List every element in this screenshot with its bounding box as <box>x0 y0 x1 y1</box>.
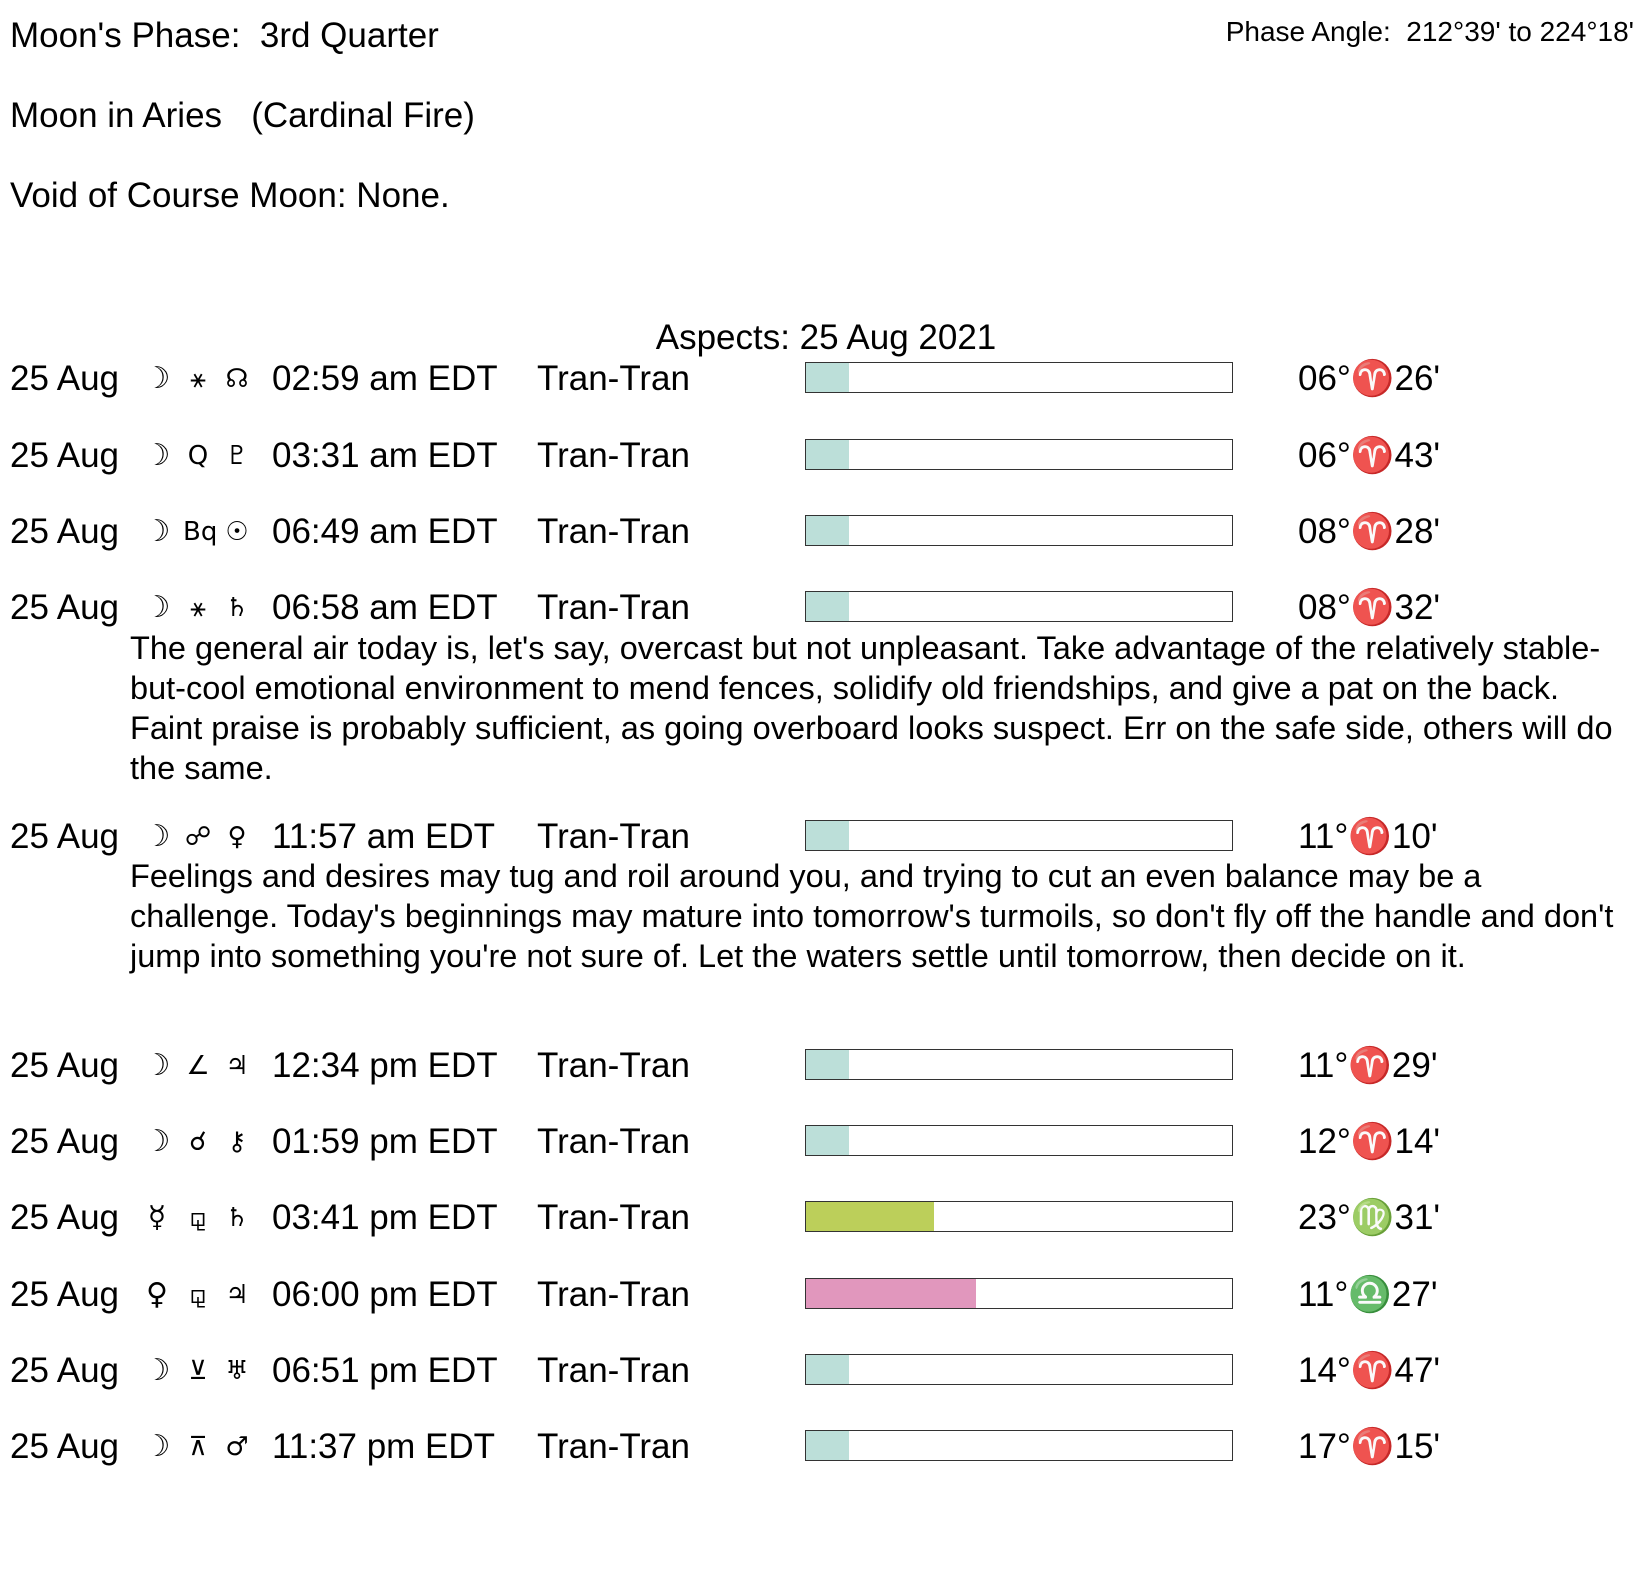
sesquiquadrate-icon: ⚼ <box>189 1203 207 1233</box>
aspect-time: 03:31 am EDT <box>272 436 498 475</box>
moon-icon: ☽ <box>143 1124 171 1159</box>
aspect-kind: Tran-Tran <box>537 1351 690 1390</box>
aspect-time: 01:59 pm EDT <box>272 1122 498 1161</box>
conjunction-icon: ☌ <box>189 1127 207 1157</box>
strength-bar <box>805 515 1233 546</box>
strength-bar-fill <box>806 1202 934 1231</box>
aspect-date: 25 Aug <box>10 359 119 398</box>
strength-bar <box>805 1125 1233 1156</box>
saturn-icon: ♄ <box>225 593 249 623</box>
strength-bar-fill <box>806 1050 849 1079</box>
void-of-course-label: Void of Course Moon: None. <box>10 176 450 215</box>
strength-bar <box>805 1430 1233 1461</box>
aspect-kind: Tran-Tran <box>537 1198 690 1237</box>
strength-bar-fill <box>806 1126 849 1155</box>
aspect-position: 11°♎27' <box>1298 1275 1438 1314</box>
aspect-row <box>0 1197 1652 1239</box>
semisextile-icon: ⊻ <box>188 1356 208 1386</box>
strength-bar-fill <box>806 1355 849 1384</box>
aspect-date: 25 Aug <box>10 1122 119 1161</box>
strength-bar-fill <box>806 1279 976 1308</box>
aspect-position: 06°♈26' <box>1298 359 1441 398</box>
moon-phase-label: Moon's Phase: 3rd Quarter <box>10 16 439 55</box>
aspect-position: 14°♈47' <box>1298 1351 1441 1390</box>
aspect-kind: Tran-Tran <box>537 1427 690 1466</box>
strength-bar <box>805 1278 1233 1309</box>
aspect-kind: Tran-Tran <box>537 1046 690 1085</box>
strength-bar-fill <box>806 363 849 392</box>
jupiter-icon: ♃ <box>225 1280 249 1310</box>
sextile-icon: ⚹ <box>190 593 206 623</box>
pluto-icon: ♇ <box>225 441 249 471</box>
strength-bar-fill <box>806 1431 849 1460</box>
aspect-date: 25 Aug <box>10 1275 119 1314</box>
sextile-icon: ⚹ <box>190 364 206 394</box>
phase-angle-label: Phase Angle: 212°39' to 224°18' <box>1225 16 1634 47</box>
strength-bar <box>805 1201 1233 1232</box>
aspect-row <box>0 1426 1652 1468</box>
aspect-kind: Tran-Tran <box>537 817 690 856</box>
aspect-date: 25 Aug <box>10 436 119 475</box>
aspect-date: 25 Aug <box>10 817 119 856</box>
strength-bar <box>805 1354 1233 1385</box>
aspect-position: 12°♈14' <box>1298 1122 1441 1161</box>
strength-bar-fill <box>806 592 849 621</box>
aspect-position: 11°♈10' <box>1298 817 1438 856</box>
quintile-icon: Q <box>187 441 209 471</box>
sesquiquadrate-icon: ⚼ <box>189 1280 207 1310</box>
aspect-time: 02:59 am EDT <box>272 359 498 398</box>
aspect-kind: Tran-Tran <box>537 1275 690 1314</box>
strength-bar-fill <box>806 821 849 850</box>
chiron-icon: ⚷ <box>227 1127 247 1157</box>
aspect-row <box>0 1274 1652 1316</box>
moon-icon: ☽ <box>143 361 171 396</box>
aspect-kind: Tran-Tran <box>537 512 690 551</box>
venus-icon: ♀ <box>227 822 247 852</box>
aspect-date: 25 Aug <box>10 588 119 627</box>
mercury-icon: ☿ <box>147 1200 167 1235</box>
aspect-date: 25 Aug <box>10 1351 119 1390</box>
aspect-time: 12:34 pm EDT <box>272 1046 498 1085</box>
opposition-icon: ☍ <box>184 822 212 852</box>
aspect-kind: Tran-Tran <box>537 359 690 398</box>
strength-bar <box>805 591 1233 622</box>
aspect-row <box>0 511 1652 553</box>
sun-icon: ☉ <box>225 517 249 547</box>
aspect-row <box>0 587 1652 629</box>
saturn-icon: ♄ <box>225 1203 249 1233</box>
aspect-time: 11:37 pm EDT <box>272 1427 496 1466</box>
moon-sign-label: Moon in Aries (Cardinal Fire) <box>10 96 475 135</box>
aspect-kind: Tran-Tran <box>537 436 690 475</box>
aspect-time: 11:57 am EDT <box>272 817 496 856</box>
aspect-position: 08°♈32' <box>1298 588 1441 627</box>
aspect-row <box>0 435 1652 477</box>
aspect-date: 25 Aug <box>10 1427 119 1466</box>
aspect-date: 25 Aug <box>10 1198 119 1237</box>
uranus-icon: ♅ <box>225 1356 249 1386</box>
aspect-time: 06:00 pm EDT <box>272 1275 498 1314</box>
aspect-position: 08°♈28' <box>1298 512 1441 551</box>
venus-icon: ♀ <box>146 1277 168 1312</box>
aspect-time: 03:41 pm EDT <box>272 1198 498 1237</box>
mars-icon: ♂ <box>225 1432 249 1462</box>
north-node-icon: ☊ <box>225 364 249 394</box>
aspect-row <box>0 816 1652 858</box>
biquintile-icon: Bq <box>183 517 218 547</box>
moon-icon: ☽ <box>143 1429 171 1464</box>
aspect-description: Feelings and desires may tug and roil around you, and trying to cut an even balance may be a challenge. Today's beginnings may mature into tomorrow's turmoils, so don't fly off the handle and don't jump into something you're not sure of. Let the waters settle until tomorrow, then decide on it. <box>130 858 1614 974</box>
aspect-row <box>0 358 1652 400</box>
moon-icon: ☽ <box>143 1048 171 1083</box>
strength-bar <box>805 820 1233 851</box>
aspect-row <box>0 1350 1652 1392</box>
aspect-description: The general air today is, let's say, overcast but not unpleasant. Take advantage of the relatively stable-but-cool emotional environment to mend fences, solidify old friendships, and give a pat on the back. Faint praise is probably sufficient, as going overboard looks suspect. Err on the safe side, others will do the same. <box>130 630 1613 786</box>
jupiter-icon: ♃ <box>225 1051 249 1081</box>
moon-icon: ☽ <box>143 1353 171 1388</box>
strength-bar-fill <box>806 516 849 545</box>
aspect-position: 17°♈15' <box>1298 1427 1441 1466</box>
semisquare-icon: ∠ <box>186 1051 210 1081</box>
aspect-position: 23°♍31' <box>1298 1198 1441 1237</box>
aspect-time: 06:58 am EDT <box>272 588 498 627</box>
aspect-row <box>0 1045 1652 1087</box>
aspect-kind: Tran-Tran <box>537 1122 690 1161</box>
aspect-row <box>0 1121 1652 1163</box>
aspect-position: 11°♈29' <box>1298 1046 1438 1085</box>
moon-icon: ☽ <box>143 819 171 854</box>
aspect-time: 06:49 am EDT <box>272 512 498 551</box>
strength-bar <box>805 439 1233 470</box>
strength-bar <box>805 1049 1233 1080</box>
aspect-date: 25 Aug <box>10 512 119 551</box>
aspects-title: Aspects: 25 Aug 2021 <box>655 318 997 357</box>
aspect-time: 06:51 pm EDT <box>272 1351 498 1390</box>
strength-bar <box>805 362 1233 393</box>
aspect-date: 25 Aug <box>10 1046 119 1085</box>
aspect-kind: Tran-Tran <box>537 588 690 627</box>
strength-bar-fill <box>806 440 849 469</box>
moon-icon: ☽ <box>143 438 171 473</box>
quincunx-icon: ⊼ <box>188 1432 208 1462</box>
aspect-position: 06°♈43' <box>1298 436 1441 475</box>
moon-icon: ☽ <box>143 514 171 549</box>
moon-icon: ☽ <box>143 590 171 625</box>
